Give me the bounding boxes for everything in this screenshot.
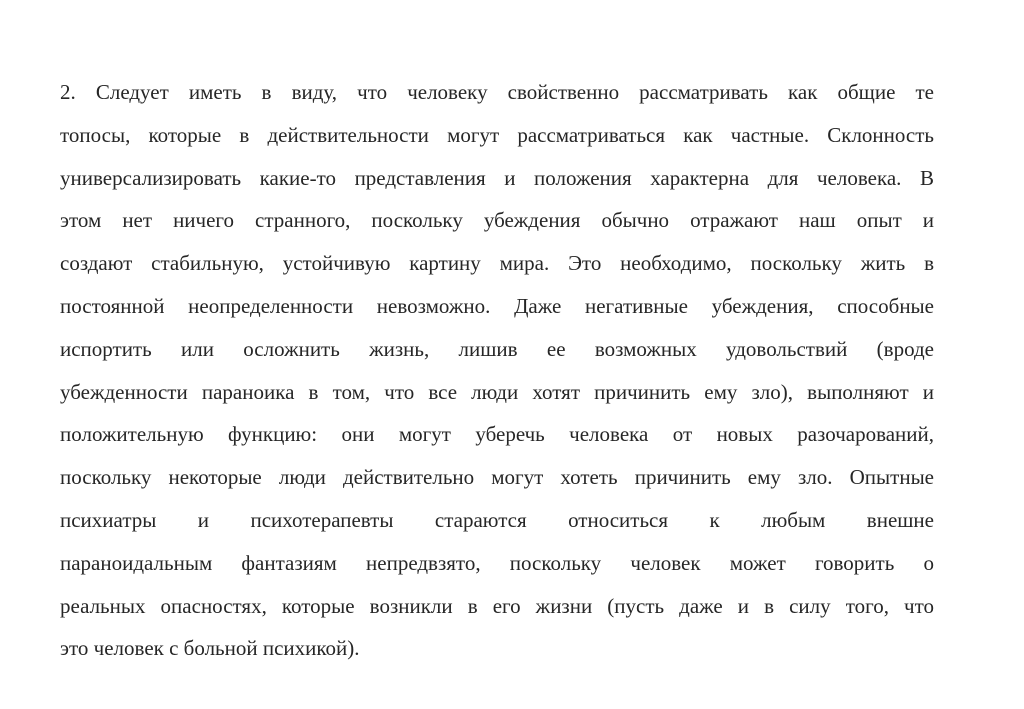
paragraph-line-3: универсализировать какие-то представления и положения характерна для человека. В <box>60 165 934 190</box>
paragraph-line-14: это человек с больной психикой). <box>60 636 360 661</box>
paragraph-line-4: этом нет ничего странного, поскольку убеждения обычно отражают наш опыт и <box>60 208 934 233</box>
paragraph-line-8: убежденности параноика в том, что все люди хотят причинить ему зло), выполняют и <box>60 379 934 404</box>
paragraph-line-10: поскольку некоторые люди действительно могут хотеть причинить ему зло. Опытные <box>60 465 934 490</box>
paragraph-line-2: топосы, которые в действительности могут рассматриваться как частные. Склонность <box>60 122 934 147</box>
paragraph-line-11: психиатры и психотерапевты стараются относиться к любым внешне <box>60 507 934 532</box>
paragraph-line-9: положительную функцию: они могут уберечь человека от новых разочарований, <box>60 422 934 447</box>
paragraph-line-5: создают стабильную, устойчивую картину мира. Это необходимо, поскольку жить в <box>60 251 934 276</box>
paragraph-line-7: испортить или осложнить жизнь, лишив ее возможных удовольствий (вроде <box>60 336 934 361</box>
paragraph-line-1: 2. Следует иметь в виду, что человеку свойственно рассматривать как общие те <box>60 80 934 104</box>
body-paragraph <box>60 71 934 670</box>
paragraph-line-13: реальных опасностях, которые возникли в его жизни (пусть даже и в силу того, что <box>60 593 934 618</box>
paragraph-line-12: параноидальным фантазиям непредвзято, поскольку человек может говорить о <box>60 550 934 575</box>
paragraph-line-6: постоянной неопределенности невозможно. Даже негативные убеждения, способные <box>60 293 934 318</box>
